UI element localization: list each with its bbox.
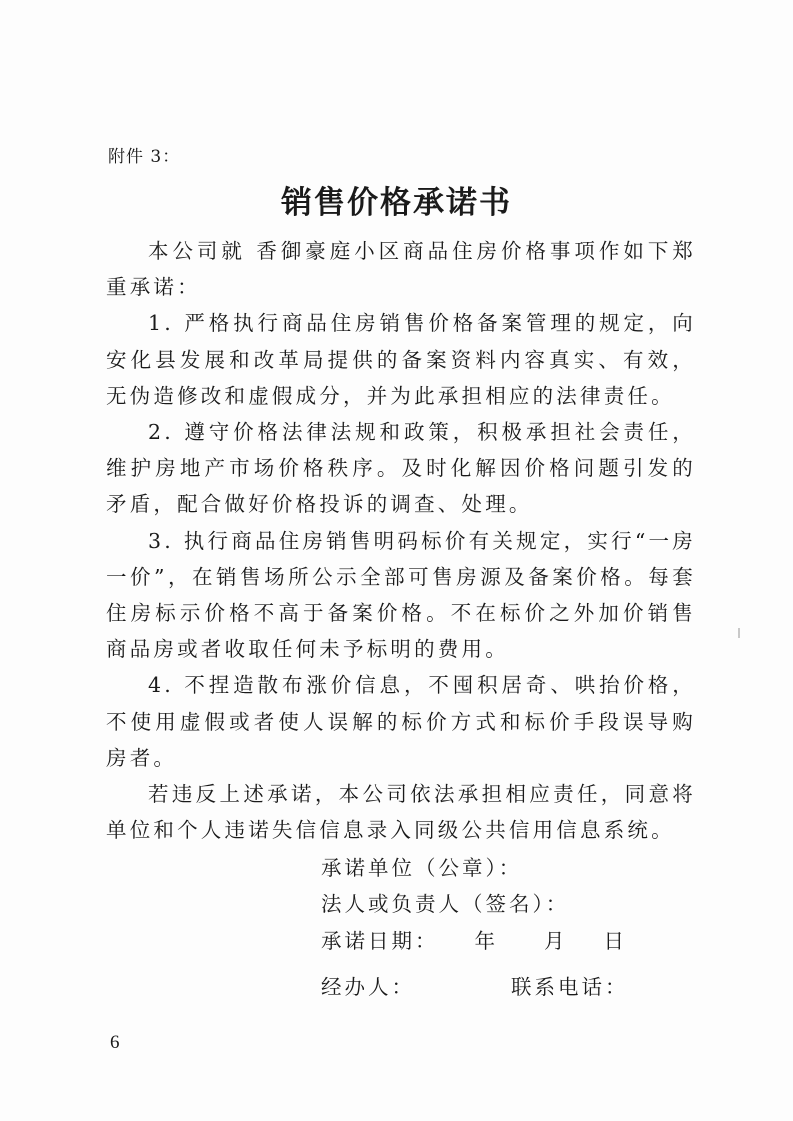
commitment-item-1: 1. 严格执行商品住房销售价格备案管理的规定，向安化县发展和改革局提供的备案资料内容真实、有效，无伪造修改和虚假成分，并为此承担相应的法律责任。 [106,311,696,408]
scan-artifact [738,628,740,638]
closing-paragraph: 若违反上述承诺，本公司依法承担相应责任，同意将单位和个人违诺失信信息录入同级公共信用信息系统。 [106,782,696,843]
commitment-item-4: 4. 不捏造散布涨价信息，不囤积居奇、哄抬价格，不使用虚假或者使人误解的标价方式和标价手段误导购房者。 [106,673,696,770]
page-number: 6 [110,1032,120,1053]
signature-date-month: 月 [544,929,568,953]
document-title: 销售价格承诺书 [281,185,512,221]
signature-agent-label: 经办人： [321,975,415,999]
signature-unit [321,851,522,881]
signature-unit-label: 承诺单位（公章）： [321,856,523,880]
signature-legal-label: 法人或负责人（签名）： [321,892,570,916]
signature-date-day: 日 [603,929,627,953]
attachment-label: 附件 3： [108,147,181,167]
signature-date [321,924,627,954]
document-body [106,233,696,848]
signature-date-year: 年 [474,929,498,953]
signature-date-label: 承诺日期： [321,929,439,953]
signature-agent [321,970,629,1000]
signature-legal [321,887,569,917]
commitment-item-3: 3. 执行商品住房销售明码标价有关规定，实行“一房一价”，在销售场所公示全部可售房源及备案价格。每套住房标示价格不高于备案价格。不在标价之外加价销售商品房或者收取任何未予标明的费用。 [106,528,696,662]
intro-paragraph: 本公司就 香御豪庭小区商品住房价格事项作如下郑重承诺： [106,239,696,300]
signature-phone-label: 联系电话： [511,975,629,999]
commitment-item-2: 2. 遵守价格法律法规和政策，积极承担社会责任，维护房地产市场价格秩序。及时化解因价格问题引发的矛盾，配合做好价格投诉的调查、处理。 [106,420,696,517]
